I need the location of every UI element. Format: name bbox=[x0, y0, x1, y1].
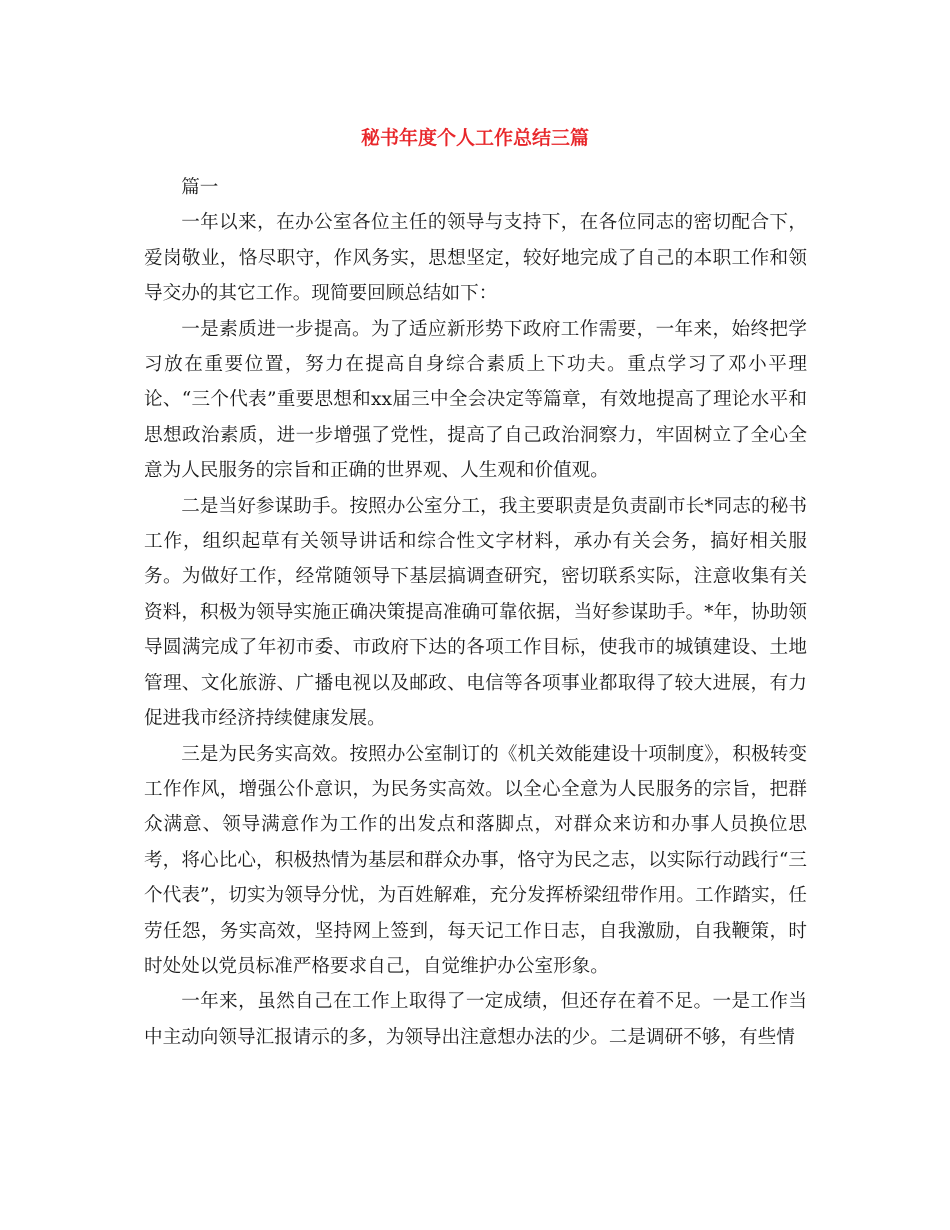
paragraph-shortcomings: 一年来，虽然自己在工作上取得了一定成绩，但还存在着不足。一是工作当中主动向领导汇报请示的多，为领导出注意想办法的少。二是调研不够，有些情 bbox=[144, 991, 807, 1048]
document-body bbox=[144, 170, 807, 1055]
section-label: 篇一 bbox=[181, 177, 219, 198]
paragraph-intro: 一年以来，在办公室各位主任的领导与支持下，在各位同志的密切配合下，爱岗敬业，恪尽职守，作风务实，思想坚定，较好地完成了自己的本职工作和领导交办的其它工作。现简要回顾总结如下： bbox=[144, 212, 807, 305]
document-title: 秘书年度个人工作总结三篇 bbox=[360, 127, 589, 149]
paragraph-assistant: 二是当好参谋助手。按照办公室分工，我主要职责是负责副市长*同志的秘书工作，组织起草有关领导讲话和综合性文字材料，承办有关会务，搞好相关服务。为做好工作，经常随领导下基层搞调查研究，密切联系实际，注意收集有关资料，积极为领导实施正确决策提高准确可靠依据，当好参谋助手。*年，协助领导圆满完成了年初市委、市政府下达的各项工作目标，使我市的城镇建设、土地管理、文化旅游、广播电视以及邮政、电信等各项事业都取得了较大进展，有力促进我市经济持续健康发展。 bbox=[144, 495, 807, 730]
paragraph-efficiency: 三是为民务实高效。按照办公室制订的《机关效能建设十项制度》，积极转变工作作风，增强公仆意识，为民务实高效。以全心全意为人民服务的宗旨，把群众满意、领导满意作为工作的出发点和落脚点，对群众来访和办事人员换位思考，将心比心，积极热情为基层和群众办事，恪守为民之志，以实际行动践行“三个代表”，切实为领导分忧，为百姓解难，充分发挥桥梁纽带作用。工作踏实，任劳任怨，务实高效，坚持网上签到，每天记工作日志，自我激励，自我鞭策，时时处处以党员标准严格要求自己，自觉维护办公室形象。 bbox=[144, 743, 807, 977]
paragraph-quality: 一是素质进一步提高。为了适应新形势下政府工作需要，一年来，始终把学习放在重要位置，努力在提高自身综合素质上下功夫。重点学习了邓小平理论、“三个代表”重要思想和xx届三中全会决定等篇章，有效地提高了理论水平和思想政治素质，进一步增强了党性，提高了自己政治洞察力，牢固树立了全心全意为人民服务的宗旨和正确的世界观、人生观和价值观。 bbox=[144, 318, 807, 482]
